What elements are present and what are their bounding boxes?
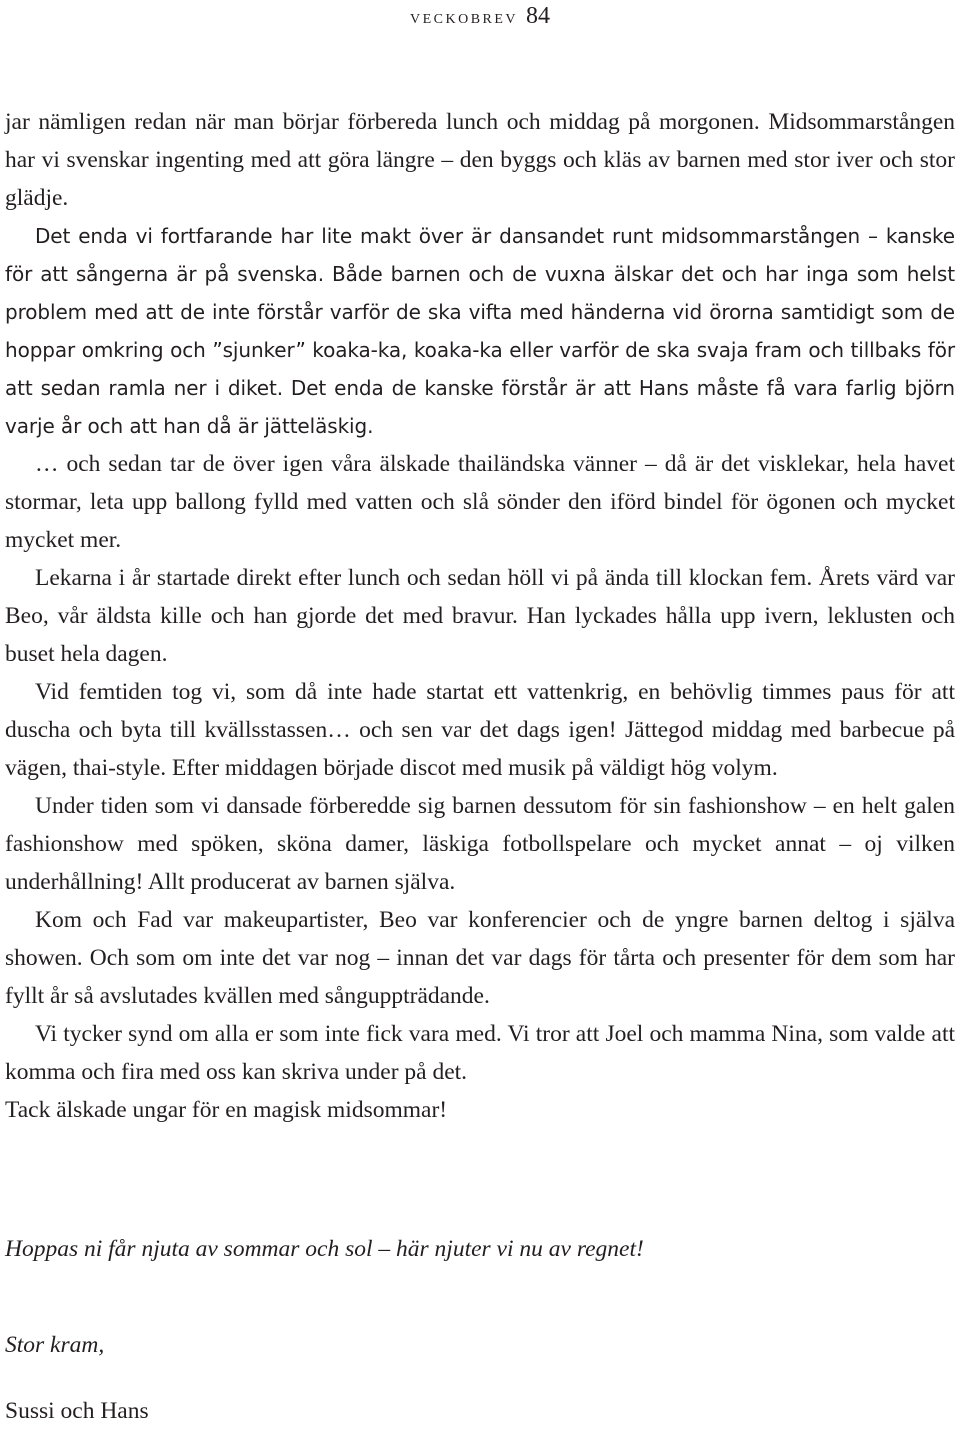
closing-greeting: Stor kram, [5, 1332, 105, 1358]
paragraph: Det enda vi fortfarande har lite makt över är dansandet runt midsommarstången – kanske för att sångerna är på svenska. Både barnen och de vuxna älskar det och har inga som helst problem med att de inte förstår varför de ska vifta med händerna vid örorna samtidigt som de hoppar omkring och ”sjunker” koaka-ka, koaka-ka eller varför de ska svaja fram och tillbaks för att sedan ramla ner i diket. Det enda de kanske förstår är att Hans måste få vara farlig björn varje år och att han då är jätteläskig. [5, 224, 955, 438]
paragraph: … och sedan tar de över igen våra älskade thailändska vänner – då är det visklekar, hela havet stormar, leta upp ballong fylld med vatten och slå sönder den iförd bindel för ögonen och mycket mycket mer. [5, 451, 955, 553]
letter-body [5, 103, 955, 1129]
paragraph: Under tiden som vi dansade förberedde sig barnen dessutom för sin fashionshow – en helt galen fashionshow med spöken, sköna damer, läskiga fotbollspelare och mycket annat – oj vilken underhållning! Allt producerat av barnen själva. [5, 793, 955, 895]
signature: Sussi och Hans [5, 1398, 149, 1424]
running-header [0, 2, 960, 31]
paragraph: Vi tycker synd om alla er som inte fick vara med. Vi tror att Joel och mamma Nina, som valde att komma och fira med oss kan skriva under på det. [5, 1021, 955, 1085]
paragraph: Kom och Fad var makeupartister, Beo var konferencier och de yngre barnen deltog i själva showen. Och som om inte det var nog – innan det var dags för tårta och presenter för dem som har fyllt år så avslutades kvällen med sånguppträdande. [5, 907, 955, 1009]
paragraph: Tack älskade ungar för en magisk midsommar! [5, 1097, 448, 1123]
section-title: veckobrev [409, 6, 519, 28]
paragraph: Lekarna i år startade direkt efter lunch och sedan höll vi på ända till klockan fem. Årets värd var Beo, vår äldsta kille och han gjorde det med bravur. Han lyckades hålla upp ivern, leklusten och buset hela dagen. [5, 565, 955, 667]
closing-wish: Hoppas ni får njuta av sommar och sol – här njuter vi nu av regnet! [5, 1236, 644, 1262]
page-number: 84 [526, 3, 551, 29]
paragraph: Vid femtiden tog vi, som då inte hade startat ett vattenkrig, en behövlig timmes paus för att duscha och byta till kvällsstassen… och sen var det dags igen! Jättegod middag med barbecue på vägen, thai-style. Efter middagen började discot med musik på väldigt hög volym. [5, 679, 955, 781]
paragraph: jar nämligen redan när man börjar förbereda lunch och middag på morgonen. Midsommarstången har vi svenskar ingenting med att göra längre – den byggs och kläs av barnen med stor iver och stor glädje. [5, 109, 955, 211]
